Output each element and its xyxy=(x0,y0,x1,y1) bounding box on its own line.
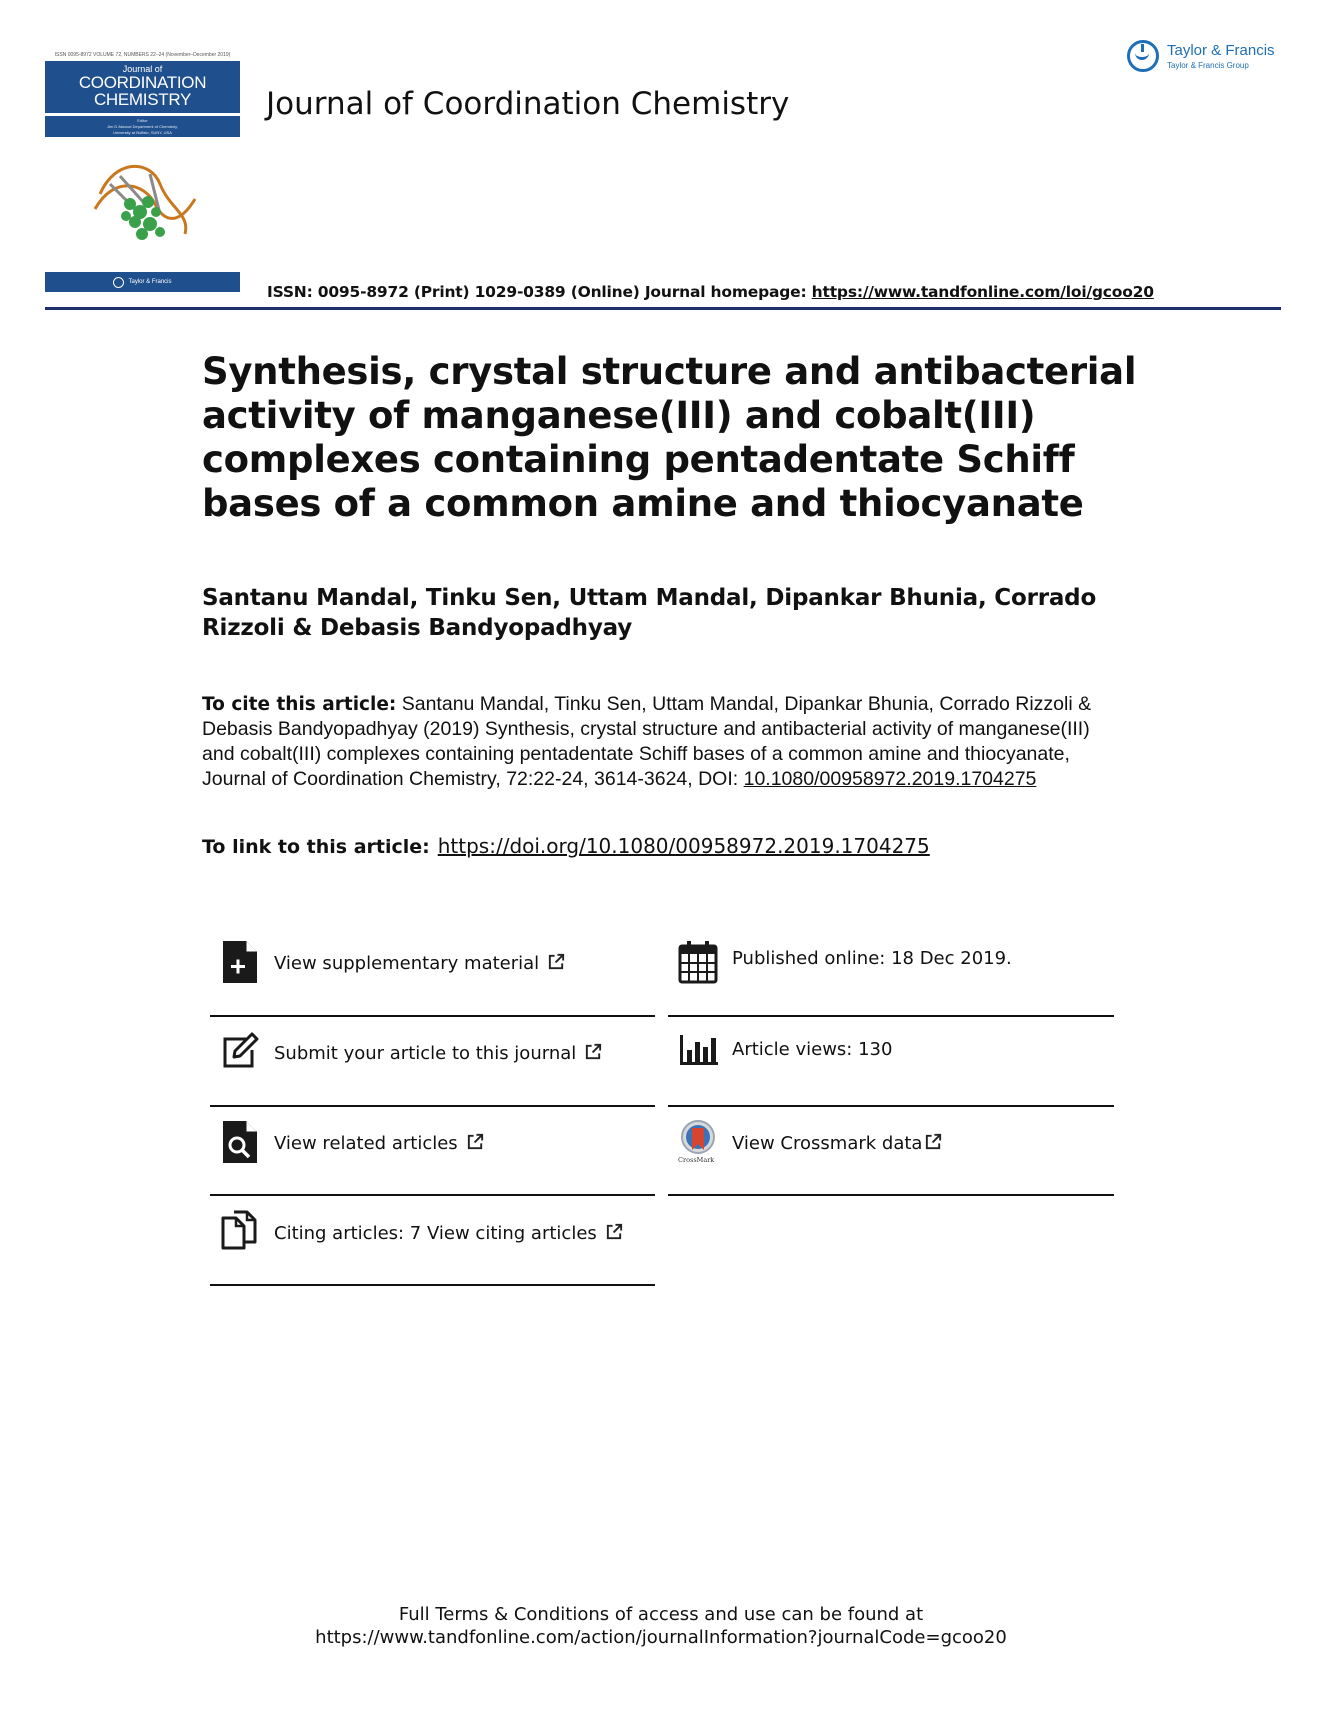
publisher-logo[interactable] xyxy=(1127,38,1287,78)
grid-divider xyxy=(668,1194,1114,1196)
grid-divider xyxy=(210,1284,655,1286)
supplementary-label-wrap xyxy=(274,952,566,974)
grid-divider xyxy=(668,1015,1114,1017)
bar-chart-icon xyxy=(678,1030,718,1074)
article-link-line xyxy=(202,834,930,858)
citation-block xyxy=(202,692,1122,792)
cover-issn-strip: ISSN 0095-8972 VOLUME 72, NUMBERS 22–24 (November–December 2019) xyxy=(54,52,231,58)
crossmark-label-wrap xyxy=(732,1132,943,1154)
issn-text: ISSN: 0095-8972 (Print) 1029-0389 (Online) Journal homepage: xyxy=(267,283,812,301)
external-link-icon xyxy=(466,1132,485,1151)
article-views: Article views: 130 xyxy=(732,1039,893,1060)
related-articles-item[interactable] xyxy=(210,1120,655,1210)
related-label: View related articles xyxy=(274,1133,458,1154)
citing-label: Citing articles: 7 View citing articles xyxy=(274,1223,597,1244)
publisher-group: Taylor & Francis Group xyxy=(1167,61,1249,70)
crossmark-caption: CrossMark xyxy=(678,1156,715,1164)
publisher-lamp-stem xyxy=(1141,44,1144,52)
grid-divider xyxy=(210,1194,655,1196)
cite-doi-link[interactable]: 10.1080/00958972.2019.1704275 xyxy=(743,768,1037,790)
cite-label: To cite this article: xyxy=(202,694,397,715)
article-doi-link[interactable]: https://doi.org/10.1080/00958972.2019.1704275 xyxy=(437,834,930,858)
publisher-logo-icon xyxy=(113,277,124,288)
submit-label-wrap xyxy=(274,1042,603,1064)
supplementary-label: View supplementary material xyxy=(274,953,540,974)
cover-publisher-band xyxy=(45,272,240,292)
article-title: Synthesis, crystal structure and antibacterial activity of manganese(III) and cobalt(III) complexes containing pentadentate Schiff bases of a common amine and thiocyanate xyxy=(202,350,1137,525)
grid-divider xyxy=(668,1105,1114,1107)
crossmark-item[interactable] xyxy=(668,1120,1113,1210)
cover-editor-text: Editor Jim D Atwood Department of Chemistry, University at Buffalo, SUNY, USA xyxy=(45,116,240,137)
search-file-icon xyxy=(220,1120,260,1164)
calendar-icon xyxy=(678,940,718,984)
journal-name: Journal of Coordination Chemistry xyxy=(266,86,790,122)
footer-line1: Full Terms & Conditions of access and use can be found at xyxy=(398,1604,924,1625)
grid-divider xyxy=(210,1015,655,1017)
external-link-icon xyxy=(605,1222,624,1241)
citing-articles-item[interactable] xyxy=(210,1210,655,1300)
cover-journal-of: Journal of xyxy=(122,64,163,74)
related-label-wrap xyxy=(274,1132,485,1154)
publisher-brand: Taylor & Francis xyxy=(1167,42,1275,59)
submit-label: Submit your article to this journal xyxy=(274,1043,577,1064)
external-link-icon xyxy=(924,1132,943,1151)
molecule-illustration xyxy=(90,154,200,246)
terms-footer xyxy=(0,1603,1322,1649)
header-divider xyxy=(45,307,1281,310)
citing-label-wrap xyxy=(274,1222,624,1244)
external-link-icon xyxy=(584,1042,603,1061)
crossmark-label: View Crossmark data xyxy=(732,1133,923,1154)
journal-cover xyxy=(45,52,240,292)
article-authors: Santanu Mandal, Tinku Sen, Uttam Mandal, Dipankar Bhunia, Corrado Rizzoli & Debasis Bandyopadhyay xyxy=(202,585,1097,641)
cite-text: Santanu Mandal, Tinku Sen, Uttam Mandal, Dipankar Bhunia, Corrado Rizzoli & Debasis Bandyopadhyay (2019) Synthesis, crystal structure and antibacterial activity of manganese(III) and cobalt(III) complexes containing pentadentate Schiff bases of a common amine and thiocyanate, Journal of Coordination Chemistry, 72:22-24, 3614-3624, DOI: xyxy=(202,693,1092,790)
external-link-icon xyxy=(547,952,566,971)
cover-title-line2: CHEMISTRY xyxy=(93,90,192,109)
link-label: To link to this article: xyxy=(202,836,430,858)
cover-title-block xyxy=(45,61,240,113)
published-date: Published online: 18 Dec 2019. xyxy=(732,948,1012,969)
grid-divider xyxy=(210,1105,655,1107)
copy-files-icon xyxy=(220,1210,260,1254)
cover-title-line1: COORDINATION xyxy=(78,73,207,92)
add-file-icon xyxy=(220,940,260,984)
issn-line xyxy=(267,283,1154,301)
footer-terms-link[interactable]: https://www.tandfonline.com/action/journalInformation?journalCode=gcoo20 xyxy=(315,1627,1007,1648)
edit-icon xyxy=(220,1030,260,1074)
cover-publisher: Taylor & Francis xyxy=(128,279,172,285)
journal-homepage-link[interactable]: https://www.tandfonline.com/loi/gcoo20 xyxy=(811,283,1154,301)
